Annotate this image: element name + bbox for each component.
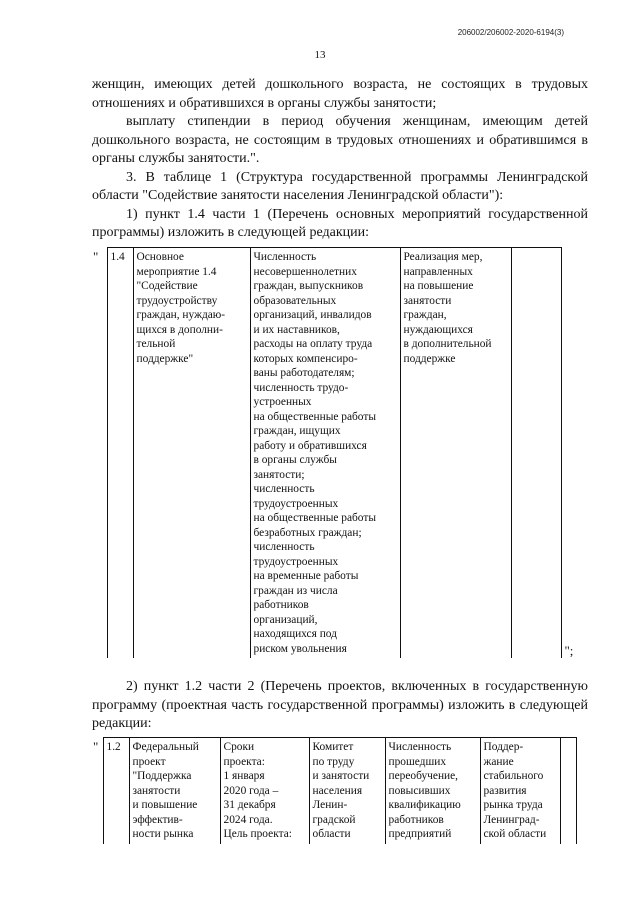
- cell-line: и их наставников,: [253, 323, 340, 336]
- cell-line: устроенных: [253, 396, 312, 408]
- cell-line: Основное: [136, 251, 184, 263]
- cell-line: численность трудо-: [253, 381, 349, 394]
- row-number: 1.4: [107, 248, 133, 659]
- cell-line: работу и обратившихся: [253, 439, 367, 452]
- cell-line: направленных: [403, 265, 473, 278]
- cell-line: занятости: [403, 294, 452, 307]
- cell-line: на повышение: [403, 280, 474, 292]
- cell-line: граждан, ищущих: [253, 425, 341, 437]
- paragraph-1: женщин, имеющих детей дошкольного возраста, не состоящих в трудовых отношениях и обратившихся в органы службы занятости;: [92, 77, 588, 111]
- cell-line: Поддер-: [483, 741, 524, 753]
- cell-line: Сроки: [223, 741, 255, 753]
- cell-line: риском увольнения: [253, 642, 347, 655]
- cell-line: трудоустроенных: [253, 497, 339, 510]
- empty-cell: [511, 248, 561, 659]
- cell-line: Численность: [253, 251, 317, 263]
- cell-line: в органы службы: [253, 454, 337, 466]
- project-name-cell: [129, 738, 220, 844]
- cell-line: развития: [483, 784, 527, 797]
- empty-cell: [560, 738, 576, 844]
- activity-name-cell: [133, 248, 250, 659]
- cell-line: щихся в дополни-: [136, 323, 223, 336]
- cell-line: ской области: [483, 828, 547, 840]
- cell-line: населения: [312, 784, 363, 797]
- executor-cell: [309, 738, 385, 844]
- cell-line: стабильного: [483, 770, 544, 782]
- cell-line: Цель проекта:: [223, 828, 292, 840]
- cell-line: Ленин-: [312, 799, 348, 811]
- cell-line: "Поддержка: [132, 770, 192, 782]
- cell-line: области: [312, 828, 351, 840]
- cell-line: несовершеннолетних: [253, 265, 357, 278]
- cell-line: находящихся под: [253, 628, 337, 640]
- open-quote: ": [93, 248, 99, 264]
- indicators-cell: [250, 248, 400, 659]
- page-number: 13: [314, 49, 326, 61]
- cell-line: проект: [132, 755, 166, 768]
- close-quote: ";: [564, 642, 574, 658]
- paragraph-3: 3. В таблице 1 (Структура государственной программы Ленинградской области "Содействие занятости населения Ленинградской области"):: [92, 169, 588, 203]
- paragraph-5: 2) пункт 1.2 части 2 (Перечень проектов, включенных в государственную программу (проектная часть государственной программы) изложить в следующей редакции:: [92, 679, 588, 731]
- cell-line: на общественные работы: [253, 512, 376, 524]
- cell-line: градской: [312, 813, 356, 826]
- cell-line: предприятий: [388, 828, 452, 840]
- cell-line: безработных граждан;: [253, 526, 362, 539]
- cell-line: в дополнительной: [403, 338, 492, 350]
- indicators-cell: [385, 738, 480, 844]
- cell-line: численность: [253, 483, 315, 495]
- cell-line: на временные работы: [253, 570, 359, 582]
- cell-line: Федеральный: [132, 741, 199, 753]
- cell-line: граждан, нуждаю-: [136, 309, 226, 321]
- cell-line: Реализация мер,: [403, 251, 483, 263]
- cell-line: работников: [253, 599, 309, 611]
- table-section-2: [89, 737, 577, 844]
- cell-line: и повышение: [132, 799, 198, 811]
- cell-line: работников: [388, 813, 444, 826]
- paragraph-2: выплату стипендии в период обучения женщинам, имеющим детей дошкольного возраста, не состоящим в трудовых отношениях и обратившимся в органы службы занятости.".: [92, 114, 588, 166]
- cell-line: которых компенсиро-: [253, 352, 358, 365]
- result-cell: [480, 738, 560, 844]
- cell-line: проекта:: [223, 755, 265, 768]
- cell-line: по труду: [312, 755, 355, 768]
- cell-line: "Содействие: [136, 280, 198, 292]
- table-row: [89, 738, 576, 844]
- body-text-2: [92, 678, 588, 734]
- cell-line: переобучение,: [388, 770, 459, 782]
- project-terms-cell: [220, 738, 309, 844]
- cell-line: образовательных: [253, 294, 337, 307]
- cell-line: прошедших: [388, 755, 447, 768]
- cell-line: численность: [253, 541, 315, 553]
- cell-line: и занятости: [312, 770, 370, 782]
- cell-line: 2024 года.: [223, 813, 273, 826]
- cell-line: поддержке": [136, 352, 194, 365]
- cell-line: граждан, выпускников: [253, 280, 364, 292]
- cell-line: поддержке: [403, 352, 456, 365]
- cell-line: мероприятие 1.4: [136, 265, 217, 278]
- cell-line: 2020 года –: [223, 784, 279, 797]
- row-number: 1.2: [103, 738, 129, 844]
- result-cell: [400, 248, 511, 659]
- cell-line: 1 января: [223, 770, 265, 782]
- table-section-1: [89, 247, 581, 658]
- cell-line: занятости;: [253, 468, 305, 481]
- paragraph-4: 1) пункт 1.4 части 1 (Перечень основных мероприятий государственной программы) изложить в следующей редакции:: [92, 206, 588, 240]
- table-row: [89, 248, 581, 659]
- cell-line: расходы на оплату труда: [253, 338, 373, 350]
- cell-line: жание: [483, 755, 514, 768]
- cell-line: трудоустроенных: [253, 555, 339, 568]
- cell-line: эффектив-: [132, 813, 183, 826]
- cell-line: граждан из числа: [253, 584, 338, 597]
- cell-line: ности рынка: [132, 828, 194, 840]
- cell-line: квалификацию: [388, 799, 461, 811]
- cell-line: организаций,: [253, 613, 318, 626]
- cell-line: тельной: [136, 338, 176, 350]
- cell-line: 31 декабря: [223, 799, 276, 811]
- cell-line: трудоустройству: [136, 294, 218, 307]
- cell-line: на общественные работы: [253, 410, 376, 423]
- cell-line: организаций, инвалидов: [253, 309, 372, 321]
- cell-line: Комитет: [312, 741, 354, 753]
- cell-line: нуждающихся: [403, 323, 473, 336]
- open-quote: ": [93, 738, 99, 754]
- cell-line: ваны работодателям;: [253, 367, 355, 379]
- cell-line: граждан,: [403, 309, 447, 321]
- cell-line: Численность: [388, 741, 452, 753]
- cell-line: повысивших: [388, 784, 451, 797]
- body-text: [92, 76, 588, 243]
- cell-line: рынка труда: [483, 799, 543, 811]
- cell-line: занятости: [132, 784, 181, 797]
- cell-line: Ленинград-: [483, 813, 540, 826]
- document-id: 206002/206002-2020-6194(3): [457, 28, 564, 37]
